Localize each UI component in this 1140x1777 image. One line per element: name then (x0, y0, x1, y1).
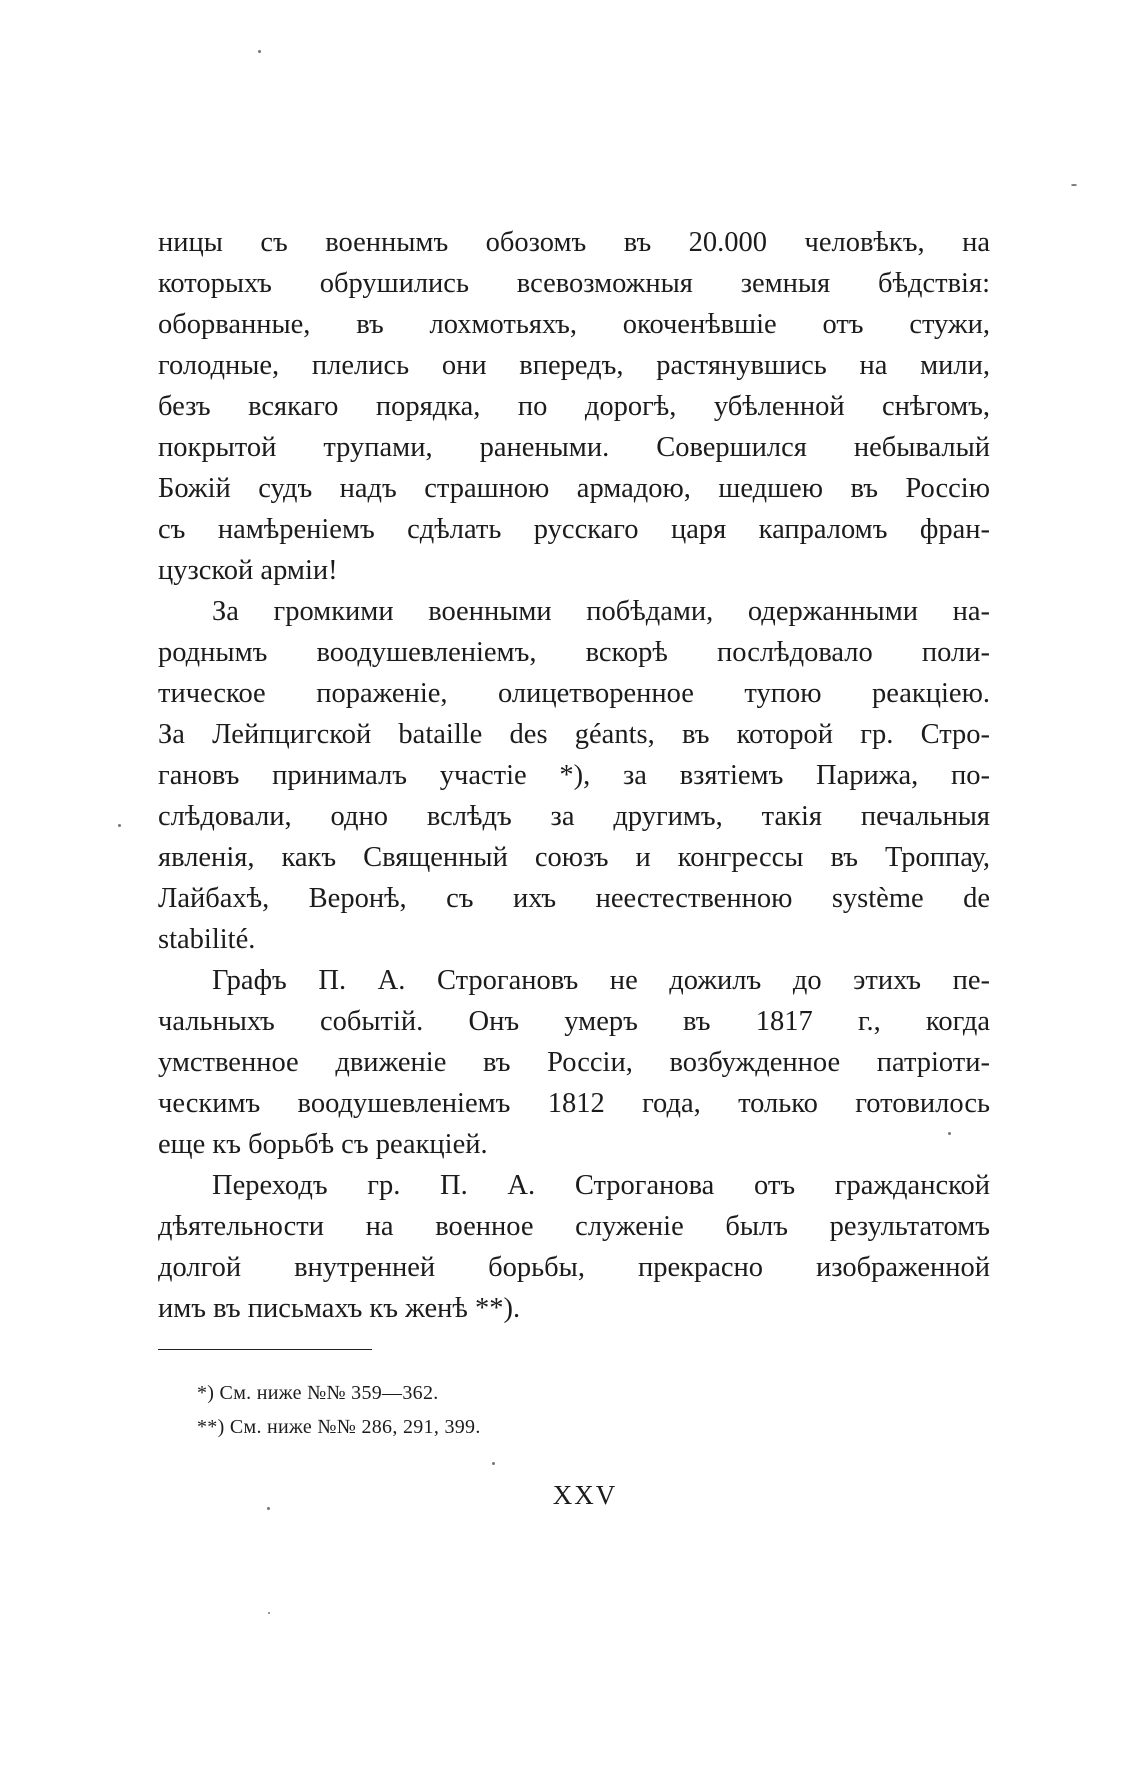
paragraph (158, 222, 990, 591)
footnote-2: **) См. ниже №№ 286, 291, 399. (197, 1416, 481, 1438)
scan-speck (118, 824, 121, 827)
scan-speck (1071, 184, 1077, 186)
scan-speck (492, 1462, 495, 1465)
text-line: Лайбахѣ, Веронѣ, съ ихъ неестественною système de (158, 883, 990, 914)
text-line: Переходъ гр. П. А. Строганова отъ гражданской (212, 1170, 990, 1201)
text-line: оборванные, въ лохмотьяхъ, окоченѣвшіе отъ стужи, (158, 309, 990, 340)
body-text (158, 222, 990, 1329)
text-line: тическое пораженіе, олицетворенное тупою реакціею. (158, 678, 990, 709)
scan-speck (948, 1132, 951, 1135)
text-line: За Лейпцигской bataille des géants, въ которой гр. Стро- (158, 719, 990, 750)
text-line: долгой внутренней борьбы, прекрасно изображенной (158, 1252, 990, 1283)
scan-speck (268, 1612, 270, 1614)
text-line: За громкими военными побѣдами, одержанными на- (212, 596, 990, 627)
text-line: съ намѣреніемъ сдѣлать русскаго царя капраломъ фран- (158, 514, 990, 545)
text-line: stabilité. (158, 924, 256, 955)
text-line: слѣдовали, одно вслѣдъ за другимъ, такія печальныя (158, 801, 990, 832)
text-line: Божій судъ надъ страшною армадою, шедшею въ Россію (158, 473, 990, 504)
footnote-1: *) См. ниже №№ 359—362. (197, 1382, 439, 1404)
paragraph (158, 960, 990, 1165)
text-line: роднымъ воодушевленіемъ, вскорѣ послѣдовало поли- (158, 637, 990, 668)
text-line: безъ всякаго порядка, по дорогѣ, убѣленной снѣгомъ, (158, 391, 990, 422)
text-line: умственное движеніе въ Россіи, возбужденное патріоти- (158, 1047, 990, 1078)
paragraph (158, 591, 990, 960)
text-line: покрытой трупами, ранеными. Совершился небывалый (158, 432, 990, 463)
text-line: чальныхъ событій. Онъ умеръ въ 1817 г., когда (158, 1006, 990, 1037)
scan-speck (258, 50, 261, 53)
text-line: цузской арміи! (158, 555, 338, 586)
text-line: ницы съ военнымъ обозомъ въ 20.000 человѣкъ, на (158, 227, 990, 258)
text-line: гановъ принималъ участіе *), за взятіемъ Парижа, по- (158, 760, 990, 791)
scan-speck (267, 1507, 270, 1510)
footnote-rule (158, 1349, 372, 1350)
text-line: явленія, какъ Священный союзъ и конгрессы въ Троппау, (158, 842, 990, 873)
text-line: имъ въ письмахъ къ женѣ **). (158, 1293, 521, 1324)
text-line: которыхъ обрушились всевозможныя земныя бѣдствія: (158, 268, 990, 299)
text-line: еще къ борьбѣ съ реакціей. (158, 1129, 488, 1160)
text-line: ческимъ воодушевленіемъ 1812 года, только готовилось (158, 1088, 990, 1119)
text-line: Графъ П. А. Строгановъ не дожилъ до этихъ пе- (212, 965, 990, 996)
text-line: голодные, плелись они впередъ, растянувшись на мили, (158, 350, 990, 381)
paragraph (158, 1165, 990, 1329)
footnotes (197, 1376, 797, 1444)
page-number: XXV (552, 1480, 618, 1510)
text-line: дѣятельности на военное служеніе былъ результатомъ (158, 1211, 990, 1242)
